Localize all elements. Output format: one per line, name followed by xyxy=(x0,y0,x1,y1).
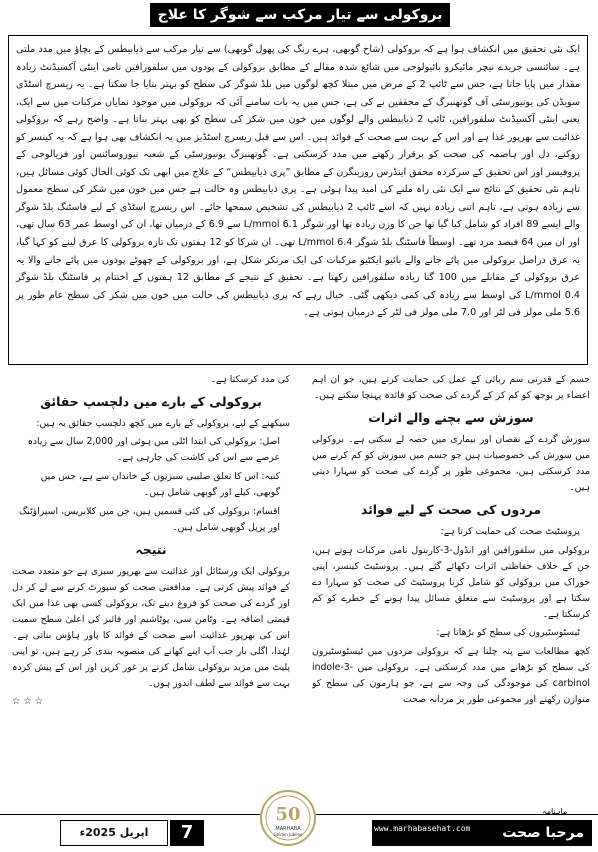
left-top-text: کی مدد کرسکتا ہے۔ xyxy=(210,374,290,385)
mens-health-list xyxy=(312,524,590,540)
fact-item: کنبہ: اس کا تعلق صلیبی سبزیوں کے خاندان سے ہے، جس میں گوبھی، کیلے اور گوبھی شامل ہیں۔ xyxy=(40,471,280,498)
list-item-text: بروکولی میں سلفورافین اور انڈول-3-کاربنول نامی مرکبات ہوتے ہیں، جن کے خلاف حفاظتی اثرات دکھائے گئے ہیں۔ پروسٹیٹ کینسر، اپنی خوراک میں بروکولی کو شامل کرنا پروسٹیٹ کی صحت کو سہارا دے سکتا ہے اور پروسٹیٹ سے متعلق مسائل پیدا ہونے کے خطرے کو کم کرسکتا ہے۔ xyxy=(312,545,590,620)
section-heading-conclusion: نتیجہ xyxy=(135,542,167,557)
left-column xyxy=(12,372,290,804)
facts-intro: سیکھنے کے لیے، بروکولی کے بارے میں کچھ دلچسپ حقائق یہ ہیں: xyxy=(36,418,290,429)
section-heading-mens-health: مردوں کی صحت کے لیے فوائد xyxy=(360,502,542,517)
section-heading-inflammation: سوزش سے بچنے والے اثرات xyxy=(368,410,534,425)
golden-jubilee-logo xyxy=(258,788,318,848)
mens-health-list-2 xyxy=(312,625,590,641)
logo-text-2: Golden Jubilee xyxy=(273,832,303,837)
star-divider: ☆☆☆ xyxy=(12,696,47,707)
list-item-text: کچھ مطالعات سے پتہ چلتا ہے کہ بروکولی مردوں میں ٹیسٹوسٹیرون کی سطح کو بڑھانے میں مدد کرسکتی ہے۔ بروکولی میں indole-3-carbinol کی موجودگی کی وجہ سے ہے، جو ہارمون کی سطح کو متوازن رکھنے اور مجموعی طور پر مردانہ صحت xyxy=(312,646,590,705)
list-item-title: ٹیسٹوسٹیرون کی سطح کو بڑھاتا ہے: xyxy=(436,627,580,638)
fact-item: اصل: بروکولی کی ابتدا اٹلی میں ہوئی اور 2,000 سال سے زیادہ عرصے سے اس کی کاشت کی جارہی ہے۔ xyxy=(27,436,280,463)
right-top-paragraph: جسم کے قدرتی سم ربائی کے عمل کی حمایت کرتے ہیں، جو ان اہم اعضاء پر بوجھ کو کم کر کے گردے کی صحت کو فائدہ پہنچا سکتے ہیں۔ xyxy=(312,374,590,401)
magazine-name: مرحبا صحت xyxy=(372,820,592,846)
page-number: 7 xyxy=(170,820,204,846)
facts-list xyxy=(12,434,290,536)
conclusion-text: بروکولی ایک ورسٹائل اور غذائیت سے بھرپور سبزی ہے جو متعدد صحت کے فوائد پیش کرتی ہے۔ مدافعتی صحت کو سپورٹ کرنے سے لے کر دل اور گردے کی صحت کو فروغ دینے تک، بروکولی کسی بھی غذا میں ایک قیمتی اضافہ ہے۔ وٹامن سی، پوٹاشیم اور فائبر کی اعلیٰ سطح سمیت اس کی بھرپور غذائیت اسے صحت کے فوائد کا پاور ہاؤس بناتی ہے۔ لہٰذا، اگلی بار جب آپ اپنے کھانے کی منصوبہ بندی کر رہے ہیں، تو اپنی پلیٹ میں مزید بروکولی شامل کرنے پر غور کریں اور اس کے پیش کردہ بہت سے فوائد سے لطف اندوز ہوں۔ xyxy=(12,566,290,689)
list-item-title: پروسٹیٹ صحت کی حمایت کرتا ہے: xyxy=(440,526,580,537)
right-column xyxy=(312,372,590,804)
article-title: بروکولی سے تیار مرکب سے شوگر کا علاج دریافت xyxy=(150,3,450,27)
section-heading-facts: بروکولی کے بارے میں دلچسپ حقائق xyxy=(40,394,262,409)
fact-item: اقسام: بروکولی کی کئی قسمیں ہیں، جن میں کلابریس، اسپراؤٹنگ اور پرپل گوبھی شامل ہیں۔ xyxy=(18,506,280,533)
magazine-label: ماہنامہ xyxy=(542,807,568,816)
list-item xyxy=(312,625,580,641)
intro-box xyxy=(8,35,588,365)
list-item xyxy=(312,524,580,540)
website-url: www.marhabasehat.com xyxy=(374,824,471,833)
issue-date: اپریل 2025ء xyxy=(60,820,168,846)
logo-number: 50 xyxy=(275,804,301,825)
intro-paragraph: ایک نئی تحقیق میں انکشاف ہوا ہے کہ بروکولی (شاخ گوبھی، ہرے رنگ کی پھول گوبھی) سے تیار مرکب سے ذیابیطس کے بچاؤ میں مدد ملتی ہے۔ سائنسی جریدے نیچر مائیکرو بائیولوجی میں شائع شدہ مقالے کے مطابق بروکولی کے پودوں میں سلفورافین نامی اینٹی آکسیڈنٹ زیادہ مقدار میں پایا جاتا ہے، جس سے ٹائپ 2 کے مرض میں مبتلا کچھ لوگوں میں بلڈ شوگر کی سطح کو بہتر بنایا جا سکتا ہے۔ یہ ریسرچ اسٹڈی سویڈن کی یونیورسٹی آف گوتھنبرگ کے محققین نے کی ہے، جس میں یہ بات سامنے آئی کہ بروکولی میں موجود نمایاں مرکبات میں سے ایک، یعنی اینٹی آکسیڈنٹ سلفورافین، ٹائپ 2 ذیابیطس والے لوگوں میں خون میں شکر کی سطح کو بھی بہتر بناتا ہے۔ واضح رہے کہ بروکولی غذائیت سے بھرپور غذا ہے اور اس کے بہت سے صحت کے فوائد ہیں۔ اس سے قبل ریسرچ اسٹڈیز میں یہ انکشاف بھی ہوا ہے کہ یہ کینسر کو روکنے، دل اور ہاضمہ کی صحت کو برقرار رکھنے میں مدد کرسکتی ہے۔ گوتھنبرگ یونیورسٹی کے شعبہ نیوروسائنس اور فزیالوجی کے پروفیسر اور اس تحقیق کے سرکردہ محقق اینڈرس روزینگرن کے مطابق ”پری ذیابیطس“ کے علاج میں ابھی تک کوئی الحال کوئی مسائل ہیں، تاہم نئی تحقیق کے نتائج سے ایک نئی راہ ملنے کی امید پیدا ہوئی ہے۔ پری ذیابیطس وہ حالت ہے جس میں خون میں شکر کی سطح معمول سے زیادہ ہوتی ہے، تاہم اتنی زیادہ نہیں کہ اسے ٹائپ 2 ذیابیطس کی تشخیص سمجھا جائے۔ اس ریسرچ اسٹڈی کے لیے فاسٹنگ بلڈ شوگر والے ایسے 89 افراد کو شامل کیا گیا تھا جن کا وزن زیادہ تھا اور شوگر L/mmol 6.1 سے 6.9 کے درمیان تھا، ان کی اوسط عمر 63 سال تھی، اور ان میں 64 فیصد مرد تھے۔ اوسطاً فاسٹنگ بلڈ شوگر L/mmol 6.4 تھی۔ ان شرکا کو 12 ہفتوں تک تازہ بروکولی کا عرق لینے کو کہا گیا، یہ عرق دراصل بروکولی میں پائے جانے والے بائیو ایکٹیو مرکبات کی ایک مرتکز شکل ہے، اور بروکولی کے چھوٹے پودوں میں پائے جانے والا یہ عرق بروکولی کے مقابلے میں 100 گنا زیادہ سلفورافین رکھتا ہے۔ تحقیق کے نتیجے کے مطابق 12 ہفتوں کے اختتام پر فاسٹنگ بلڈ شوگر L/mmol 0.4 کی اوسط سے زیادہ کی کمی دیکھی گئی۔ خیال رہے کہ پری ذیابیطس کی حالت میں خون میں شکر کی سطح عام طور پر 5.6 ملی مولز فی لٹر اور 7.0 ملی مولز فی لٹر کے درمیان ہوتی ہے۔ xyxy=(16,44,581,319)
section-text-inflammation: سوزش گردے کے نقصان اور بیماری میں حصہ لے سکتی ہے۔ بروکولی میں سوزش کی خصوصیات ہیں جو جسم میں سوزش کو کم کرنے میں مدد کرسکتی ہیں، مجموعی طور پر گردے کی صحت کو سہارا دیتی ہیں۔ xyxy=(312,434,590,493)
page-footer xyxy=(0,804,598,849)
logo-text-1: MARHABA xyxy=(275,826,301,832)
